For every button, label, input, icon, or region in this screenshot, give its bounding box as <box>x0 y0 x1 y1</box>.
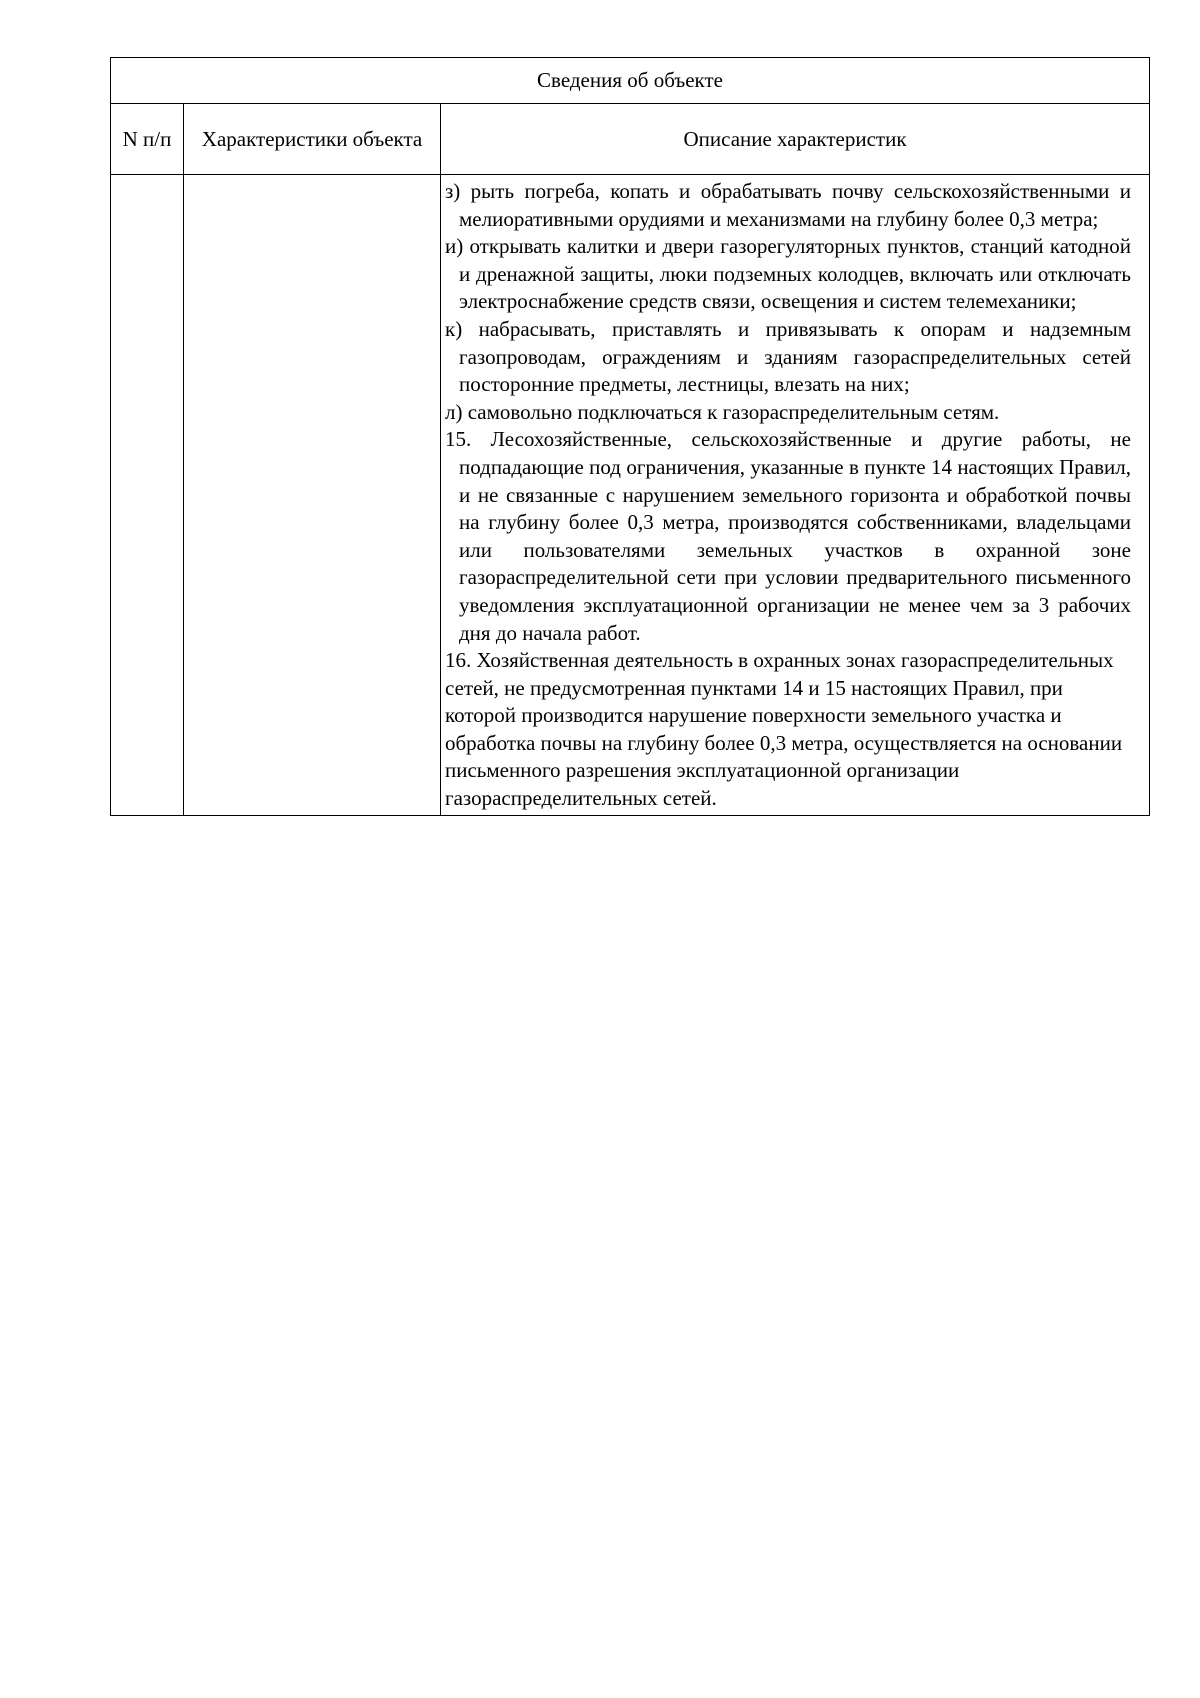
paragraph-z: з) рыть погреба, копать и обрабатывать почву сельскохозяйственными и мелиоративными орудиями и механизмами на глубину более 0,3 метра; <box>445 179 1131 231</box>
paragraph-i: и) открывать калитки и двери газорегуляторных пунктов, станций катодной и дренажной защиты, люки подземных колодцев, включать или отключать электроснабжение средств связи, освещения и систем телемеханики; <box>445 234 1131 314</box>
table-header-row <box>111 104 1150 175</box>
table-title: Сведения об объекте <box>111 58 1150 104</box>
document-page <box>110 57 1150 816</box>
header-description: Описание характеристик <box>441 104 1150 175</box>
header-number: N п/п <box>111 104 184 175</box>
table-title-row <box>111 58 1150 104</box>
paragraph-16: 16. Хозяйственная деятельность в охранных зонах газораспределительных сетей, не предусмотренная пунктами 14 и 15 настоящих Правил, при которой производится нарушение поверхности земельного участка и обработка почвы на глубину более 0,3 метра, осуществляется на основании письменного разрешения эксплуатационной организации газораспределительных сетей. <box>445 648 1123 811</box>
object-info-table <box>110 57 1150 816</box>
cell-description <box>441 175 1150 816</box>
table-row <box>111 175 1150 816</box>
cell-number <box>111 175 184 816</box>
paragraph-k: к) набрасывать, приставлять и привязывать к опорам и надземным газопроводам, ограждениям и зданиям газораспределительных сетей посторонние предметы, лестницы, влезать на них; <box>445 316 1131 397</box>
paragraph-l: л) самовольно подключаться к газораспределительным сетям. <box>445 399 1000 424</box>
header-characteristics: Характеристики объекта <box>184 104 441 175</box>
cell-characteristics <box>184 175 441 816</box>
paragraph-15: 15. Лесохозяйственные, сельскохозяйственные и другие работы, не подпадающие под ограничения, указанные в пункте 14 настоящих Правил, и не связанные с нарушением земельного горизонта и обработкой почвы на глубину более 0,3 метра, производятся собственниками, владельцами или пользователями земельных участков в охранной зоне газораспределительной сети при условии предварительного письменного уведомления эксплуатационной организации не менее чем за 3 рабочих дня до начала работ. <box>445 427 1131 645</box>
